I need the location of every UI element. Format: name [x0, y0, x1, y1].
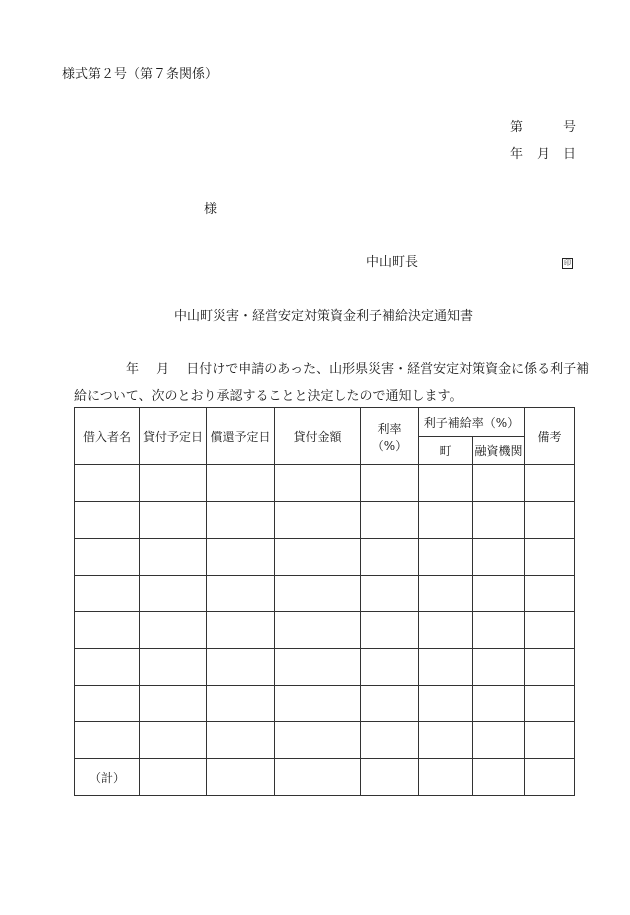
header-borrower: 借入者名 — [75, 408, 140, 465]
table-cell[interactable] — [473, 465, 525, 502]
table-cell[interactable] — [525, 686, 575, 722]
table-cell[interactable] — [75, 576, 140, 612]
table-cell[interactable] — [140, 576, 207, 612]
table-row — [75, 576, 575, 612]
document-title: 中山町災害・経営安定対策資金利子補給決定通知書 — [174, 309, 474, 324]
table-cell[interactable] — [419, 759, 473, 796]
seal-mark — [562, 253, 573, 272]
table-cell[interactable] — [473, 686, 525, 722]
table-row — [75, 465, 575, 502]
table-cell[interactable] — [207, 502, 275, 539]
date-month: 月 — [537, 147, 551, 162]
table-cell[interactable] — [75, 465, 140, 502]
table-cell[interactable] — [275, 759, 361, 796]
table-cell[interactable] — [275, 539, 361, 576]
body-line-1: 年 月 日付けで申請のあった、山形県災害・経営安定対策資金に係る利子補 — [126, 362, 590, 377]
table-cell[interactable] — [419, 576, 473, 612]
table-cell[interactable] — [525, 502, 575, 539]
table-cell[interactable] — [75, 539, 140, 576]
table-cell[interactable] — [473, 649, 525, 686]
table-cell[interactable] — [419, 722, 473, 759]
table-total-row — [75, 759, 575, 796]
total-label: （計） — [75, 759, 140, 796]
table-row — [75, 539, 575, 576]
table-cell[interactable] — [275, 502, 361, 539]
table-cell[interactable] — [207, 686, 275, 722]
table-cell[interactable] — [207, 612, 275, 649]
header-town: 町 — [419, 437, 473, 465]
table-row — [75, 612, 575, 649]
header-amount: 貸付金額 — [275, 408, 361, 465]
table-cell[interactable] — [361, 465, 419, 502]
table-cell[interactable] — [473, 612, 525, 649]
table-cell[interactable] — [361, 649, 419, 686]
header-rate-top: 利率 — [361, 408, 419, 437]
table-row — [75, 502, 575, 539]
table-cell[interactable] — [419, 539, 473, 576]
table-cell[interactable] — [140, 539, 207, 576]
table-cell[interactable] — [419, 612, 473, 649]
table-cell[interactable] — [361, 502, 419, 539]
table-cell[interactable] — [525, 759, 575, 796]
header-repay-date: 償還予定日 — [207, 408, 275, 465]
table-cell[interactable] — [275, 722, 361, 759]
table-cell[interactable] — [525, 539, 575, 576]
table-cell[interactable] — [140, 502, 207, 539]
table-cell[interactable] — [207, 465, 275, 502]
number-suffix: 号 — [563, 120, 577, 135]
table-cell[interactable] — [207, 576, 275, 612]
table-cell[interactable] — [140, 686, 207, 722]
table-cell[interactable] — [275, 649, 361, 686]
table-cell[interactable] — [75, 502, 140, 539]
table-cell[interactable] — [361, 722, 419, 759]
header-loan-date: 貸付予定日 — [140, 408, 207, 465]
table-cell[interactable] — [75, 686, 140, 722]
header-institution: 融資機関 — [473, 437, 525, 465]
table-cell[interactable] — [419, 649, 473, 686]
table-cell[interactable] — [525, 576, 575, 612]
table-cell[interactable] — [361, 686, 419, 722]
table-cell[interactable] — [525, 612, 575, 649]
table-cell[interactable] — [207, 649, 275, 686]
table-cell[interactable] — [525, 722, 575, 759]
subsidy-table — [74, 407, 575, 796]
table-cell[interactable] — [140, 649, 207, 686]
addressee-suffix: 様 — [204, 202, 218, 217]
table-cell[interactable] — [275, 612, 361, 649]
table-cell[interactable] — [75, 612, 140, 649]
table-cell[interactable] — [207, 539, 275, 576]
table-cell[interactable] — [525, 465, 575, 502]
table-cell[interactable] — [140, 722, 207, 759]
table-cell[interactable] — [525, 649, 575, 686]
table-cell[interactable] — [419, 686, 473, 722]
form-reference: 様式第２号（第７条関係） — [62, 67, 219, 82]
body-line-2: 給について、次のとおり承認することと決定したので通知します。 — [74, 389, 463, 404]
header-rate-bottom: （%） — [361, 437, 419, 465]
issuer-title: 中山町長 — [366, 255, 419, 270]
table-cell[interactable] — [275, 576, 361, 612]
table-cell[interactable] — [361, 539, 419, 576]
table-cell[interactable] — [419, 502, 473, 539]
date-day: 日 — [563, 147, 577, 162]
table-cell[interactable] — [275, 686, 361, 722]
table-cell[interactable] — [140, 759, 207, 796]
table-cell[interactable] — [140, 612, 207, 649]
table-cell[interactable] — [140, 465, 207, 502]
table-cell[interactable] — [361, 612, 419, 649]
table-cell[interactable] — [275, 465, 361, 502]
header-subsidy-rate: 利子補給率（%） — [419, 408, 525, 437]
table-cell[interactable] — [361, 576, 419, 612]
table-cell[interactable] — [473, 759, 525, 796]
table-cell[interactable] — [207, 759, 275, 796]
table-cell[interactable] — [473, 576, 525, 612]
table-cell[interactable] — [75, 649, 140, 686]
header-remarks: 備考 — [525, 408, 575, 465]
table-row — [75, 649, 575, 686]
seal-icon: 印 — [564, 259, 571, 267]
number-prefix: 第 — [510, 120, 524, 135]
table-cell[interactable] — [473, 722, 525, 759]
table-row — [75, 686, 575, 722]
table-cell[interactable] — [361, 759, 419, 796]
table-cell[interactable] — [75, 722, 140, 759]
date-year: 年 — [510, 147, 524, 162]
table-header-row — [75, 408, 575, 437]
table-cell[interactable] — [207, 722, 275, 759]
table-row — [75, 722, 575, 759]
table-cell[interactable] — [419, 465, 473, 502]
table-cell[interactable] — [473, 502, 525, 539]
table-cell[interactable] — [473, 539, 525, 576]
